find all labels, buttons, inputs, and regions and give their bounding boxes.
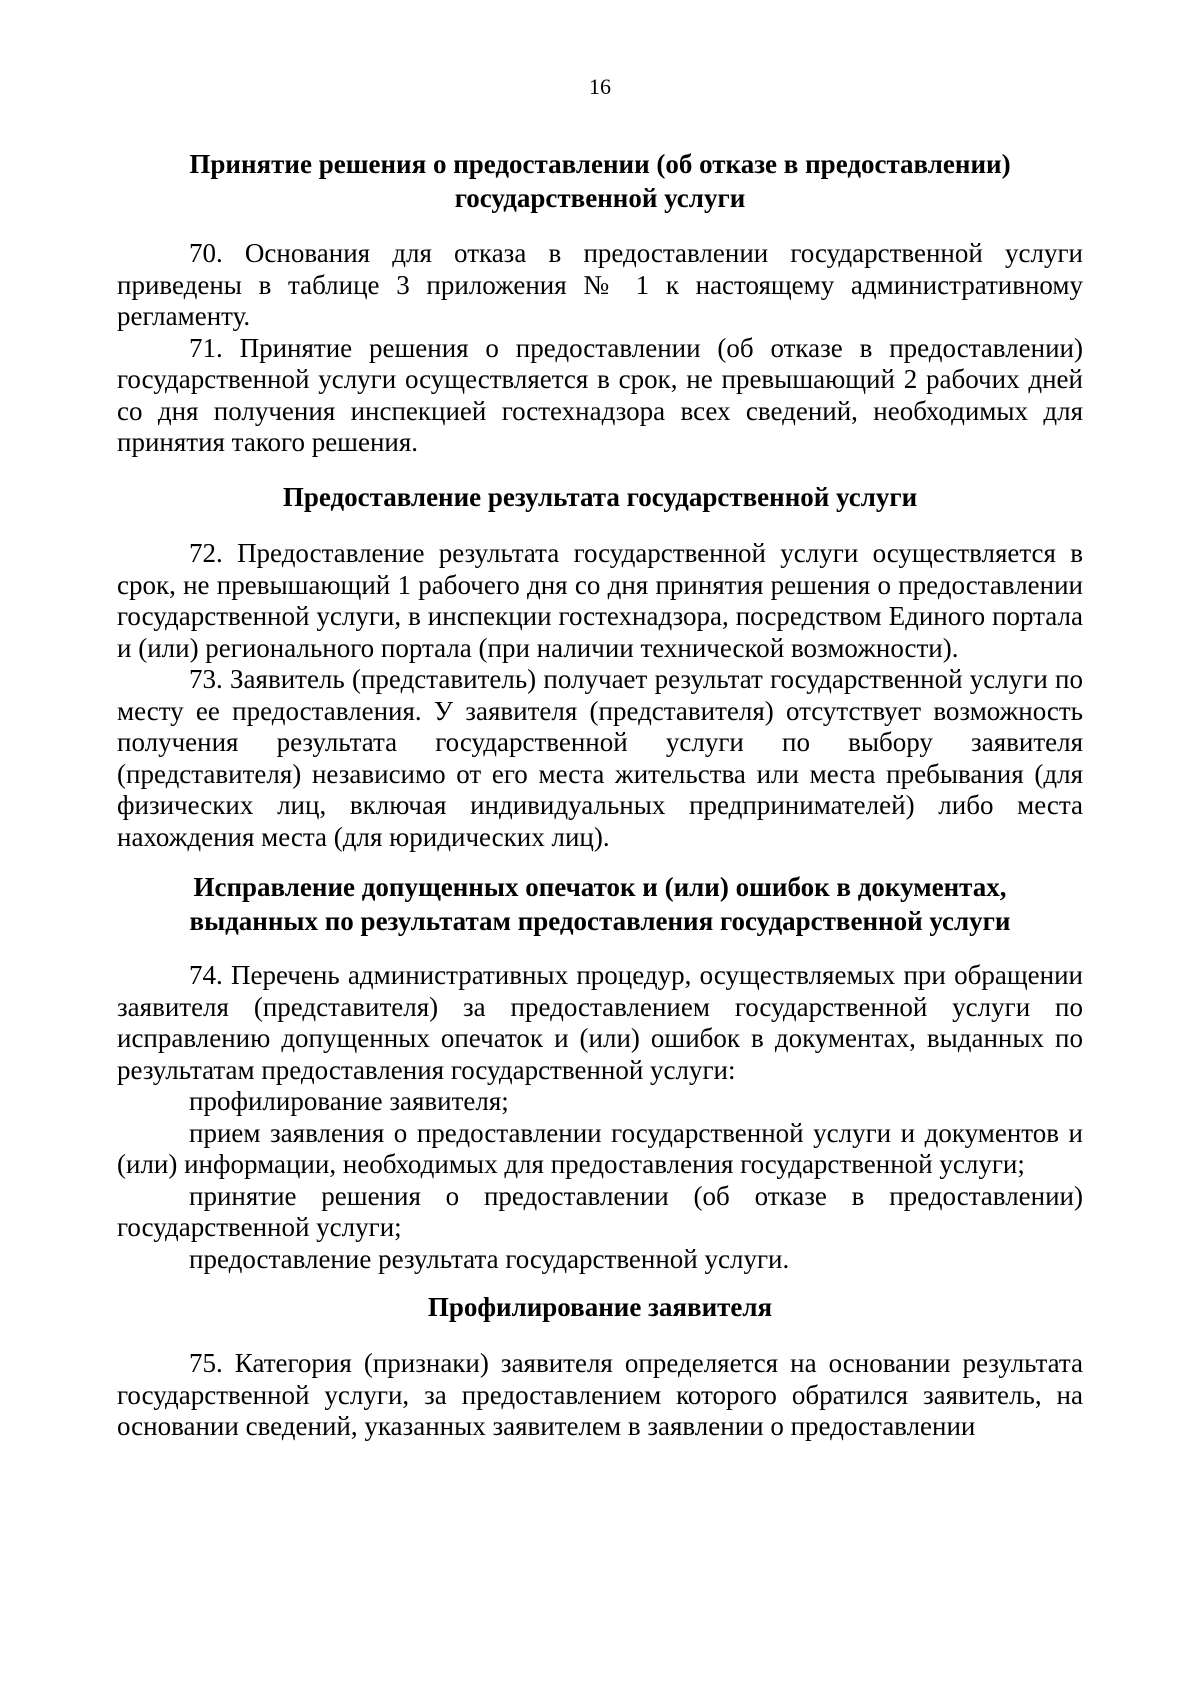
paragraph-71: 71. Принятие решения о предоставлении (об отказе в предоставлении) государственной услуги осуществляется в срок, не превышающий 2 рабочих дней со дня получения инспекцией гостехнадзора всех сведений, необходимых для принятия такого решения. — [117, 332, 1083, 457]
paragraph-73: 73. Заявитель (представитель) получает результат государственной услуги по месту ее предоставления. У заявителя (представителя) отсутствует возможность получения результата государственной услуги по выбору заявителя (представителя) независимо от его места жительства или места пребывания (для физических лиц, включая индивидуальных предпринимателей) либо места нахождения места (для юридических лиц). — [117, 664, 1083, 852]
paragraph-72: 72. Предоставление результата государственной услуги осуществляется в срок, не превышающий 1 рабочего дня со дня принятия решения о предоставлении государственной услуги, в инспекции гостехнадзора, посредством Единого портала и (или) регионального портала (при наличии технической возможности). — [117, 538, 1083, 663]
heading-line: Исправление допущенных опечаток и (или) ошибок в документах, — [193, 872, 1007, 902]
section-body-result — [117, 538, 1083, 853]
list-item: профилирование заявителя; — [189, 1086, 509, 1116]
heading-line: Принятие решения о предоставлении (об отказе в предоставлении) — [189, 149, 1011, 179]
list-item: принятие решения о предоставлении (об отказе в предоставлении) государственной услуги; — [117, 1180, 1083, 1242]
section-heading-result — [117, 480, 1083, 514]
section-heading-decision — [117, 147, 1083, 215]
heading-line: Профилирование заявителя — [427, 1292, 773, 1322]
paragraph-75: 75. Категория (признаки) заявителя определяется на основании результата государственной услуги, за предоставлением которого обратился заявитель, на основании сведений, указанных заявителем в заявлении о предоставлении — [117, 1348, 1083, 1441]
section-body-corrections — [117, 960, 1083, 1275]
paragraph-70: 70. Основания для отказа в предоставлении государственной услуги приведены в таблице 3 приложения № 1 к настоящему административному регламенту. — [117, 238, 1083, 331]
list-item: предоставление результата государственной услуги. — [189, 1243, 790, 1274]
list-item: прием заявления о предоставлении государственной услуги и документов и (или) информации, необходимых для предоставления государственной услуги; — [117, 1117, 1083, 1179]
heading-line: государственной услуги — [454, 183, 746, 213]
section-body-profiling — [117, 1348, 1083, 1443]
section-heading-profiling — [117, 1290, 1083, 1324]
section-body-decision — [117, 238, 1083, 459]
heading-line: Предоставление результата государственной услуги — [282, 482, 918, 512]
section-heading-corrections — [117, 870, 1083, 938]
page-number: 16 — [589, 74, 611, 99]
heading-line: выданных по результатам предоставления государственной услуги — [189, 906, 1011, 936]
paragraph-74: 74. Перечень административных процедур, осуществляемых при обращении заявителя (представителя) за предоставлением государственной услуги по исправлению допущенных опечаток и (или) ошибок в документах, выданных по результатам предоставления государственной услуги: — [117, 960, 1083, 1085]
